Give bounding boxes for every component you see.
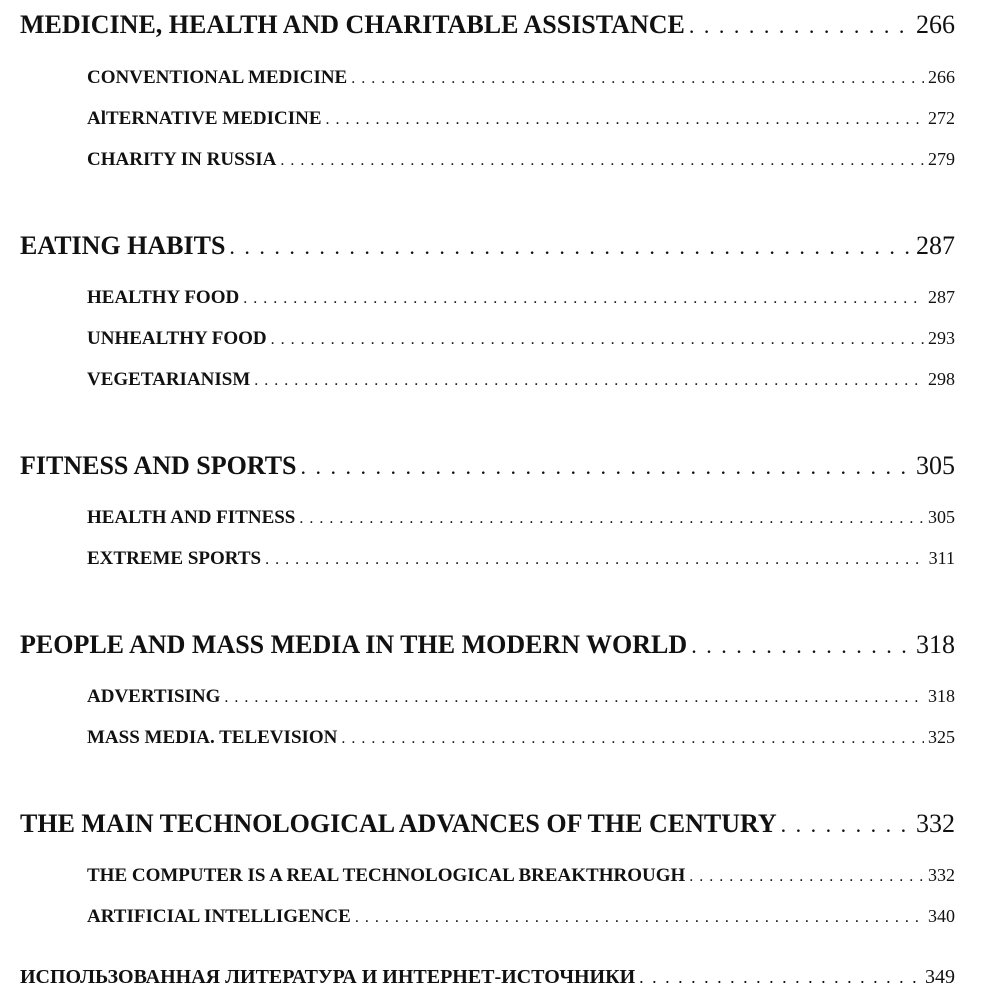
toc-item-title: MASS MEDIA. TELEVISION bbox=[87, 727, 338, 748]
toc-page-number: 287 bbox=[928, 287, 955, 307]
toc-section-title: PEOPLE AND MASS MEDIA IN THE MODERN WORLD bbox=[20, 630, 688, 659]
toc-page-number: 318 bbox=[928, 686, 955, 706]
toc-item-title: HEALTH AND FITNESS bbox=[87, 507, 296, 528]
toc-page-number: 272 bbox=[928, 108, 955, 128]
toc-item-computer-breakthrough[interactable] bbox=[87, 865, 955, 887]
toc-section-fitness-and-sports[interactable] bbox=[20, 451, 955, 481]
dot-leader bbox=[265, 551, 925, 569]
toc-page-number: 332 bbox=[928, 865, 955, 885]
toc-item-title: CONVENTIONAL MEDICINE bbox=[87, 67, 348, 88]
toc-section-technological-advances[interactable] bbox=[20, 809, 955, 839]
toc-item-mass-media-television[interactable] bbox=[87, 727, 955, 749]
toc-page-number: 332 bbox=[916, 809, 955, 838]
toc-item-title: ARTIFICIAL INTELLIGENCE bbox=[87, 906, 351, 927]
toc-item-healthy-food[interactable] bbox=[87, 287, 955, 309]
toc-item-health-and-fitness[interactable] bbox=[87, 507, 955, 529]
toc-page-number: 305 bbox=[916, 451, 955, 480]
toc-item-title: HEALTHY FOOD bbox=[87, 287, 240, 308]
dot-leader bbox=[301, 454, 912, 480]
toc-section-references[interactable] bbox=[20, 966, 955, 989]
dot-leader bbox=[271, 331, 924, 349]
dot-leader bbox=[224, 689, 924, 707]
toc-item-alternative-medicine[interactable] bbox=[87, 108, 955, 130]
toc-section-title: EATING HABITS bbox=[20, 231, 226, 260]
dot-leader bbox=[280, 152, 924, 170]
toc-page-number: 325 bbox=[928, 727, 955, 747]
dot-leader bbox=[254, 372, 924, 390]
toc-item-title: UNHEALTHY FOOD bbox=[87, 328, 267, 349]
toc-page-number: 318 bbox=[916, 630, 955, 659]
toc-page-number: 266 bbox=[916, 10, 955, 39]
toc-page-number: 279 bbox=[928, 149, 955, 169]
dot-leader bbox=[689, 868, 924, 886]
dot-leader bbox=[355, 909, 924, 927]
toc-page-number: 298 bbox=[928, 369, 955, 389]
toc-page-number: 287 bbox=[916, 231, 955, 260]
toc-item-artificial-intelligence[interactable] bbox=[87, 906, 955, 928]
dot-leader bbox=[639, 967, 921, 988]
toc-page-number: 293 bbox=[928, 328, 955, 348]
toc-item-title: VEGETARIANISM bbox=[87, 369, 251, 390]
dot-leader bbox=[351, 70, 924, 88]
toc-item-extreme-sports[interactable] bbox=[87, 548, 955, 570]
toc-item-title: THE COMPUTER IS A REAL TECHNOLOGICAL BREAKTHROUGH bbox=[87, 865, 686, 886]
toc-item-advertising[interactable] bbox=[87, 686, 955, 708]
toc-page-number: 311 bbox=[928, 548, 955, 568]
dot-leader bbox=[326, 111, 924, 129]
dot-leader bbox=[229, 234, 912, 260]
toc-item-title: EXTREME SPORTS bbox=[87, 548, 262, 569]
dot-leader bbox=[691, 633, 912, 659]
toc-section-medicine[interactable] bbox=[20, 10, 955, 40]
toc-item-vegetarianism[interactable] bbox=[87, 369, 955, 391]
toc-page-number: 349 bbox=[925, 966, 955, 988]
toc-page-number: 340 bbox=[928, 906, 955, 926]
dot-leader bbox=[243, 290, 924, 308]
dot-leader bbox=[299, 510, 924, 528]
toc-section-title: FITNESS AND SPORTS bbox=[20, 451, 297, 480]
toc-section-title: THE MAIN TECHNOLOGICAL ADVANCES OF THE CENTURY bbox=[20, 809, 777, 838]
toc-section-eating-habits[interactable] bbox=[20, 231, 955, 261]
toc-item-title: CHARITY IN RUSSIA bbox=[87, 149, 277, 170]
dot-leader bbox=[689, 13, 912, 39]
toc-item-title: AlTERNATIVE MEDICINE bbox=[87, 108, 322, 129]
toc-item-title: ADVERTISING bbox=[87, 686, 221, 707]
toc-page-number: 266 bbox=[928, 67, 955, 87]
toc-section-mass-media[interactable] bbox=[20, 630, 955, 660]
toc-item-conventional-medicine[interactable] bbox=[87, 67, 955, 89]
toc-section-title: MEDICINE, HEALTH AND CHARITABLE ASSISTANCE bbox=[20, 10, 685, 39]
toc-section-title: ИСПОЛЬЗОВАННАЯ ЛИТЕРАТУРА И ИНТЕРНЕТ-ИСТОЧНИКИ bbox=[20, 966, 636, 988]
dot-leader bbox=[781, 812, 912, 838]
toc-item-charity-in-russia[interactable] bbox=[87, 149, 955, 171]
toc-item-unhealthy-food[interactable] bbox=[87, 328, 955, 350]
dot-leader bbox=[341, 730, 924, 748]
toc-page-number: 305 bbox=[928, 507, 955, 527]
